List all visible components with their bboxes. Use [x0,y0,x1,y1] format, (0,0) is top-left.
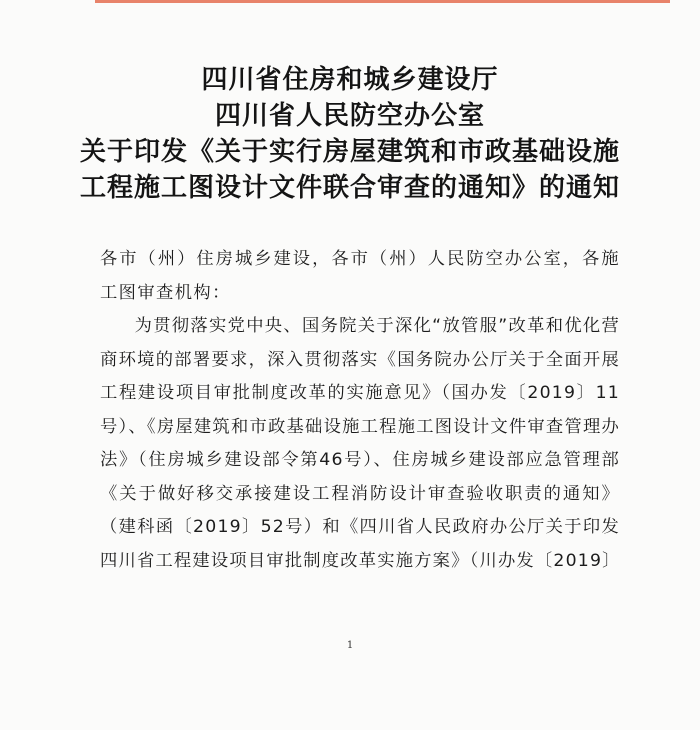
salutation: 各市（州）住房城乡建设，各市（州）人民防空办公室，各施工图审查机构： [100,249,620,303]
issuer-line-2: 四川省人民防空办公室 [214,101,485,131]
document-title-line-1: 关于印发《关于实行房屋建筑和市政基础设施 [79,137,620,167]
document-body [100,243,620,578]
top-red-rule [95,0,670,3]
document-header [0,62,700,206]
issuer-line-1: 四川省住房和城乡建设厅 [201,65,499,95]
body-paragraph: 为贯彻落实党中央、国务院关于深化“放管服”改革和优化营商环境的部署要求，深入贯彻落实《国务院办公厅关于全面开展工程建设项目审批制度改革的实施意见》（国办发〔2019〕11号）、《房屋建筑和市政基础设施工程施工图设计文件审查管理办法》（住房城乡建设部令第46号）、住房城乡建设部应急管理部《关于做好移交承接建设工程消防设计审查验收职责的通知》（建科函〔2019〕52号）和《四川省人民政府办公厅关于印发四川省工程建设项目审批制度改革实施方案》（川办发〔2019〕 [100,316,621,571]
page-number: 1 [346,640,354,651]
document-title-line-2: 工程施工图设计文件联合审查的通知》的通知 [79,173,620,203]
